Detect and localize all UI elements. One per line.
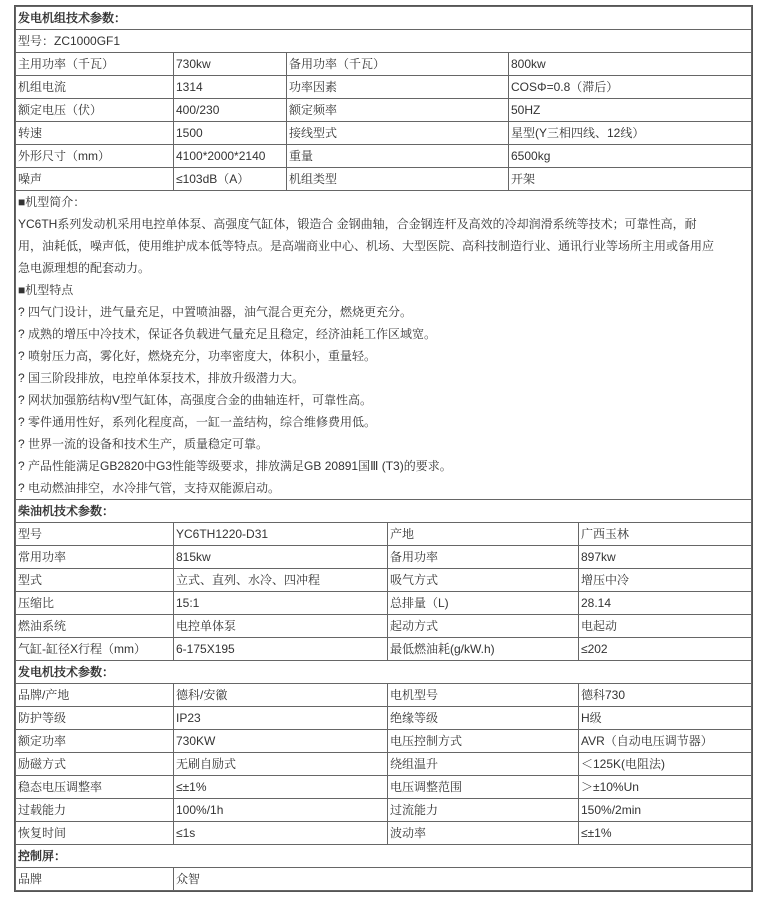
value: 800kw <box>509 53 752 76</box>
label: 总排量（L) <box>388 592 579 615</box>
value: ≤±1% <box>579 822 752 845</box>
label: 备用功率（千瓦） <box>287 53 509 76</box>
value: ≤103dB（A） <box>174 168 287 191</box>
value: ＜125K(电阻法) <box>579 753 752 776</box>
label: 绕组温升 <box>388 753 579 776</box>
label: 品牌 <box>16 868 174 891</box>
value: ≤1s <box>174 822 388 845</box>
label: 过流能力 <box>388 799 579 822</box>
intro-line: 用，油耗低，噪声低，使用维护成本低等特点。是高端商业中心、机场、大型医院、高科技制造行业、通讯行业等场所主用或备用应 <box>18 239 715 253</box>
label: 起动方式 <box>388 615 579 638</box>
value: H级 <box>579 707 752 730</box>
value: ＞±10%Un <box>579 776 752 799</box>
label: 绝缘等级 <box>388 707 579 730</box>
value: 1314 <box>174 76 287 99</box>
control-header: 控制屏： <box>16 845 752 868</box>
table-row <box>16 868 752 891</box>
label: 吸气方式 <box>388 569 579 592</box>
diesel-table <box>15 499 752 891</box>
table-row <box>16 569 752 592</box>
label: 电压控制方式 <box>388 730 579 753</box>
gen-set-header: 发电机组技术参数： <box>16 7 752 30</box>
gen-set-model: 型号：ZC1000GF1 <box>16 30 752 53</box>
table-row <box>16 168 752 191</box>
label: 电压调整范围 <box>388 776 579 799</box>
table-row <box>16 53 752 76</box>
value: IP23 <box>174 707 388 730</box>
label: 电机型号 <box>388 684 579 707</box>
table-row <box>16 523 752 546</box>
feature-item: ? 网状加强筋结构V型气缸体，高强度合金的曲轴连杆，可靠性高。 <box>18 393 373 407</box>
label: 额定功率 <box>16 730 174 753</box>
feature-item: ? 零件通用性好，系列化程度高，一缸一盖结构，综合维修费用低。 <box>18 415 377 429</box>
table-row <box>16 76 752 99</box>
description-block <box>15 191 752 499</box>
label: 最低燃油耗(g/kW.h) <box>388 638 579 661</box>
value: 增压中冷 <box>579 569 752 592</box>
label: 稳态电压调整率 <box>16 776 174 799</box>
label: 燃油系统 <box>16 615 174 638</box>
label: 恢复时间 <box>16 822 174 845</box>
label: 备用功率 <box>388 546 579 569</box>
label: 功率因素 <box>287 76 509 99</box>
intro-line: YC6TH系列发动机采用电控单体泵、高强度气缸体，锻造合 金钢曲轴，合金钢连杆及高效的冷却润滑系统等技术；可靠性高，耐 <box>18 217 697 231</box>
label: 防护等级 <box>16 707 174 730</box>
label: 额定频率 <box>287 99 509 122</box>
label: 转速 <box>16 122 174 145</box>
value: 广西玉林 <box>579 523 752 546</box>
feature-item: ? 喷射压力高，雾化好，燃烧充分，功率密度大，体积小，重量轻。 <box>18 349 377 363</box>
value: COSΦ=0.8（滞后） <box>509 76 752 99</box>
value: 开架 <box>509 168 752 191</box>
label: 常用功率 <box>16 546 174 569</box>
table-row <box>16 592 752 615</box>
value: 电起动 <box>579 615 752 638</box>
feature-item: ? 国三阶段排放，电控单体泵技术，排放升级潜力大。 <box>18 371 305 385</box>
value: 815kw <box>174 546 388 569</box>
intro-line: 急电源理想的配套动力。 <box>18 261 151 275</box>
value: YC6TH1220-D31 <box>174 523 388 546</box>
table-row <box>16 615 752 638</box>
value: 德科/安徽 <box>174 684 388 707</box>
value: 1500 <box>174 122 287 145</box>
value: 897kw <box>579 546 752 569</box>
feature-item: ? 成熟的增压中冷技术，保证各负载进气量充足且稳定，经济油耗工作区域宽。 <box>18 327 437 341</box>
generator-header: 发电机技术参数： <box>16 661 752 684</box>
features-title: ■机型特点 <box>18 283 74 297</box>
table-row <box>16 707 752 730</box>
table-row <box>16 684 752 707</box>
value: 电控单体泵 <box>174 615 388 638</box>
label: 外形尺寸（mm） <box>16 145 174 168</box>
table-row <box>16 776 752 799</box>
feature-item: ? 电动燃油排空，水冷排气管，支持双能源启动。 <box>18 481 281 495</box>
label: 型号 <box>16 523 174 546</box>
label: 品牌/产地 <box>16 684 174 707</box>
value: 德科730 <box>579 684 752 707</box>
label: 波动率 <box>388 822 579 845</box>
label: 压缩比 <box>16 592 174 615</box>
table-row <box>16 546 752 569</box>
value: 50HZ <box>509 99 752 122</box>
table-row <box>16 145 752 168</box>
value: 无刷自励式 <box>174 753 388 776</box>
gen-set-table <box>15 6 752 191</box>
table-row <box>16 753 752 776</box>
value: 6-175X195 <box>174 638 388 661</box>
feature-item: ? 产品性能满足GB2820中G3性能等级要求，排放满足GB 20891国Ⅲ (T3)的要求。 <box>18 459 452 473</box>
spec-sheet <box>14 5 753 892</box>
label: 气缸-缸径X行程（mm） <box>16 638 174 661</box>
label: 励磁方式 <box>16 753 174 776</box>
table-row <box>16 122 752 145</box>
label: 机组类型 <box>287 168 509 191</box>
table-row <box>16 799 752 822</box>
label: 重量 <box>287 145 509 168</box>
value: 星型(Y三相四线、12线） <box>509 122 752 145</box>
feature-item: ? 世界一流的设备和技术生产，质量稳定可靠。 <box>18 437 269 451</box>
label: 接线型式 <box>287 122 509 145</box>
diesel-header: 柴油机技术参数： <box>16 500 752 523</box>
value: 100%/1h <box>174 799 388 822</box>
label: 型式 <box>16 569 174 592</box>
value: 28.14 <box>579 592 752 615</box>
label: 额定电压（伏） <box>16 99 174 122</box>
value: AVR（自动电压调节器） <box>579 730 752 753</box>
value: 立式、直列、水冷、四冲程 <box>174 569 388 592</box>
label: 机组电流 <box>16 76 174 99</box>
value: 150%/2min <box>579 799 752 822</box>
value: 4100*2000*2140 <box>174 145 287 168</box>
table-row <box>16 730 752 753</box>
value: ≤±1% <box>174 776 388 799</box>
value: 730kw <box>174 53 287 76</box>
value: ≤202 <box>579 638 752 661</box>
value: 15:1 <box>174 592 388 615</box>
label: 过载能力 <box>16 799 174 822</box>
value: 6500kg <box>509 145 752 168</box>
feature-item: ? 四气门设计，进气量充足，中置喷油器，油气混合更充分，燃烧更充分。 <box>18 305 413 319</box>
value: 众智 <box>174 868 752 891</box>
table-row <box>16 99 752 122</box>
intro-title: ■机型简介： <box>18 195 86 209</box>
label: 产地 <box>388 523 579 546</box>
table-row <box>16 822 752 845</box>
value: 730KW <box>174 730 388 753</box>
table-row <box>16 638 752 661</box>
value: 400/230 <box>174 99 287 122</box>
label: 噪声 <box>16 168 174 191</box>
label: 主用功率（千瓦） <box>16 53 174 76</box>
